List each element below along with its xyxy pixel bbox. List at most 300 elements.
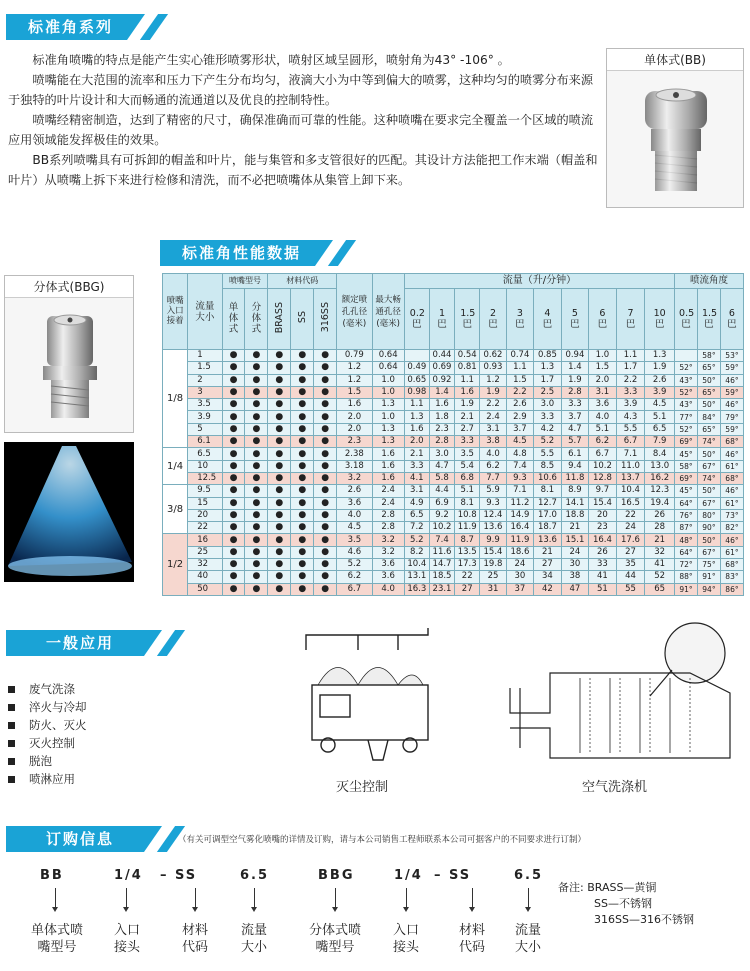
flow-cell: 26 bbox=[589, 546, 617, 558]
dot-cell: ● bbox=[314, 460, 337, 472]
flow-cell: 2.6 bbox=[506, 399, 534, 411]
flow-cell: 4.7 bbox=[561, 423, 589, 435]
inlet-cell: 3/8 bbox=[163, 485, 188, 534]
dot-cell: ● bbox=[222, 362, 245, 374]
flow-cell: 9.2 bbox=[429, 509, 454, 521]
angle-cell: 45° bbox=[675, 485, 698, 497]
passage-cell: 0.64 bbox=[372, 362, 404, 374]
dot-cell: ● bbox=[268, 423, 291, 435]
dot-cell: ● bbox=[245, 546, 268, 558]
passage-cell: 1.3 bbox=[372, 399, 404, 411]
dot-cell: ● bbox=[245, 448, 268, 460]
arrow-icon bbox=[528, 888, 529, 910]
angle-cell: 58° bbox=[697, 350, 720, 362]
flow-cell: 2.9 bbox=[506, 411, 534, 423]
dot-cell: ● bbox=[245, 460, 268, 472]
flow-cell: 0.65 bbox=[404, 374, 429, 386]
intro-p4: BB系列喷嘴具有可拆卸的帽盖和叶片，能与集管和多支管很好的匹配。其设计方法能把工作末端（帽盖和叶片）从喷嘴上拆下来进行检修和清洗，而不必把喷嘴体从集管上卸下来。 bbox=[8, 153, 598, 187]
angle-cell: 61° bbox=[720, 546, 743, 558]
flow-cell: 23 bbox=[589, 522, 617, 534]
flow-cell: 37 bbox=[506, 583, 534, 595]
size-cell: 16 bbox=[188, 534, 222, 546]
flow-cell: 0.69 bbox=[429, 362, 454, 374]
angle-cell: 82° bbox=[720, 522, 743, 534]
th-brass: BRASS bbox=[268, 288, 291, 349]
angle-cell: 65° bbox=[697, 362, 720, 374]
dot-cell: ● bbox=[268, 386, 291, 398]
table-row bbox=[163, 399, 744, 411]
dot-cell: ● bbox=[314, 571, 337, 583]
flow-cell: 51 bbox=[589, 583, 617, 595]
flow-cell: 3.3 bbox=[404, 460, 429, 472]
apps-title: 一般应用 bbox=[6, 630, 144, 656]
table-row bbox=[163, 583, 744, 595]
th-material: 材料代码 bbox=[268, 274, 337, 289]
order-code-left-size: 6.5 bbox=[240, 868, 270, 883]
th-p1: 1 巴 bbox=[429, 288, 454, 349]
flow-cell: 10.6 bbox=[534, 472, 562, 484]
flow-cell: 3.8 bbox=[480, 436, 506, 448]
flow-cell: 1.8 bbox=[429, 411, 454, 423]
angle-cell: 46° bbox=[720, 374, 743, 386]
flow-cell: 1.6 bbox=[429, 399, 454, 411]
dot-cell: ● bbox=[222, 411, 245, 423]
orifice-cell: 4.6 bbox=[337, 546, 373, 558]
angle-cell: 61° bbox=[720, 460, 743, 472]
flow-cell: 1.1 bbox=[455, 374, 480, 386]
dot-cell: ● bbox=[222, 386, 245, 398]
order-label-left-material: 材料代码 bbox=[181, 923, 208, 955]
flow-cell: 26 bbox=[645, 509, 675, 521]
flow-cell: 4.0 bbox=[589, 411, 617, 423]
dot-cell: ● bbox=[291, 546, 314, 558]
flow-cell: 5.8 bbox=[429, 472, 454, 484]
order-remark bbox=[558, 880, 694, 928]
flow-cell: 19.8 bbox=[480, 559, 506, 571]
flow-cell: 1.7 bbox=[534, 374, 562, 386]
perf-title: 标准角性能数据 bbox=[160, 240, 315, 266]
flow-cell: 17.6 bbox=[616, 534, 645, 546]
flow-cell: 34 bbox=[534, 571, 562, 583]
angle-cell: 74° bbox=[697, 472, 720, 484]
flow-cell: 6.2 bbox=[480, 460, 506, 472]
flow-cell: 42 bbox=[534, 583, 562, 595]
spray-photo bbox=[4, 442, 134, 582]
app-item: 废气洗涤 bbox=[8, 680, 87, 698]
dot-cell: ● bbox=[291, 472, 314, 484]
dot-cell: ● bbox=[291, 399, 314, 411]
flow-cell: 15.1 bbox=[561, 534, 589, 546]
angle-cell: 65° bbox=[697, 386, 720, 398]
dot-cell: ● bbox=[268, 546, 291, 558]
flow-cell: 2.7 bbox=[455, 423, 480, 435]
flow-cell: 2.2 bbox=[480, 399, 506, 411]
orifice-cell: 1.6 bbox=[337, 399, 373, 411]
remark-brass: 备注: BRASS—黄铜 bbox=[558, 881, 657, 894]
dot-cell: ● bbox=[222, 350, 245, 362]
orifice-cell: 3.2 bbox=[337, 472, 373, 484]
dot-cell: ● bbox=[314, 509, 337, 521]
flow-cell: 41 bbox=[589, 571, 617, 583]
order-note: （有关可调型空气雾化喷嘴的详情及订购，请与本公司销售工程师联系本公司可据客户的不同要求进行订制） bbox=[178, 835, 587, 845]
angle-cell: 46° bbox=[720, 399, 743, 411]
passage-cell: 2.8 bbox=[372, 522, 404, 534]
dot-cell: ● bbox=[291, 448, 314, 460]
th-inlet: 喷嘴入口接着 bbox=[163, 274, 188, 350]
flow-cell: 10.4 bbox=[616, 485, 645, 497]
flow-cell: 6.9 bbox=[429, 497, 454, 509]
table-row bbox=[163, 423, 744, 435]
flow-cell: 13.7 bbox=[616, 472, 645, 484]
dot-cell: ● bbox=[245, 485, 268, 497]
flow-cell: 14.7 bbox=[429, 559, 454, 571]
flow-cell: 1.6 bbox=[455, 386, 480, 398]
angle-cell: 91° bbox=[697, 571, 720, 583]
size-cell: 12.5 bbox=[188, 472, 222, 484]
dot-cell: ● bbox=[222, 436, 245, 448]
flow-cell: 12.8 bbox=[589, 472, 617, 484]
dot-cell: ● bbox=[314, 350, 337, 362]
th-p9: 10 巴 bbox=[645, 288, 675, 349]
flow-cell: 21 bbox=[534, 546, 562, 558]
angle-cell: 52° bbox=[675, 386, 698, 398]
dot-cell: ● bbox=[245, 472, 268, 484]
size-cell: 2 bbox=[188, 374, 222, 386]
bullet-icon bbox=[8, 704, 15, 711]
dot-cell: ● bbox=[268, 448, 291, 460]
flow-cell: 16.5 bbox=[616, 497, 645, 509]
dot-cell: ● bbox=[268, 534, 291, 546]
flow-cell: 28 bbox=[645, 522, 675, 534]
size-cell: 3.5 bbox=[188, 399, 222, 411]
orifice-cell: 2.0 bbox=[337, 411, 373, 423]
passage-cell: 1.0 bbox=[372, 374, 404, 386]
orifice-cell: 3.5 bbox=[337, 534, 373, 546]
size-cell: 6.1 bbox=[188, 436, 222, 448]
flow-cell: 18.8 bbox=[561, 509, 589, 521]
order-label-right-material: 材料代码 bbox=[458, 923, 485, 955]
flow-cell: 3.3 bbox=[616, 386, 645, 398]
angle-cell: 79° bbox=[720, 411, 743, 423]
angle-cell: 76° bbox=[675, 509, 698, 521]
flow-cell: 0.49 bbox=[404, 362, 429, 374]
flow-cell: 5.1 bbox=[589, 423, 617, 435]
angle-cell: 46° bbox=[720, 534, 743, 546]
size-cell: 5 bbox=[188, 423, 222, 435]
flow-cell: 0.98 bbox=[404, 386, 429, 398]
flow-cell: 2.4 bbox=[480, 411, 506, 423]
flow-cell: 11.9 bbox=[506, 534, 534, 546]
flow-cell: 2.0 bbox=[589, 374, 617, 386]
intro-p1: 标准角喷嘴的特点是能产生实心锥形喷雾形状，喷射区域呈圆形，喷射角为43° -106° 。 bbox=[32, 53, 510, 67]
flow-cell: 7.4 bbox=[429, 534, 454, 546]
flow-cell: 38 bbox=[561, 571, 589, 583]
angle-cell: 50° bbox=[697, 399, 720, 411]
dot-cell: ● bbox=[291, 583, 314, 595]
flow-cell: 6.5 bbox=[404, 509, 429, 521]
table-row bbox=[163, 546, 744, 558]
passage-cell: 2.4 bbox=[372, 497, 404, 509]
angle-cell: 75° bbox=[697, 559, 720, 571]
angle-cell: 59° bbox=[720, 362, 743, 374]
flow-cell: 41 bbox=[645, 559, 675, 571]
passage-cell: 1.3 bbox=[372, 436, 404, 448]
passage-cell: 3.6 bbox=[372, 571, 404, 583]
table-row bbox=[163, 374, 744, 386]
bullet-icon bbox=[8, 740, 15, 747]
dot-cell: ● bbox=[314, 411, 337, 423]
dot-cell: ● bbox=[245, 386, 268, 398]
th-single: 单体式 bbox=[222, 288, 245, 349]
arrow-icon bbox=[195, 888, 196, 910]
angle-cell: 68° bbox=[720, 472, 743, 484]
passage-cell: 2.4 bbox=[372, 485, 404, 497]
flow-cell: 10.2 bbox=[429, 522, 454, 534]
angle-cell: 68° bbox=[720, 436, 743, 448]
flow-cell: 52 bbox=[645, 571, 675, 583]
flow-cell: 47 bbox=[561, 583, 589, 595]
flow-cell: 6.5 bbox=[645, 423, 675, 435]
flow-cell: 2.3 bbox=[429, 423, 454, 435]
flow-cell: 1.1 bbox=[404, 399, 429, 411]
flow-cell: 18.5 bbox=[429, 571, 454, 583]
th-flow: 流量（升/分钟） bbox=[404, 274, 674, 289]
flow-cell: 3.9 bbox=[645, 386, 675, 398]
dot-cell: ● bbox=[245, 534, 268, 546]
flow-cell: 10.2 bbox=[589, 460, 617, 472]
inlet-cell: 1/8 bbox=[163, 350, 188, 448]
order-code-right-size: 6.5 bbox=[514, 868, 544, 883]
dot-cell: ● bbox=[268, 559, 291, 571]
order-label-left-model: 单体式喷嘴型号 bbox=[30, 923, 83, 955]
flow-cell: 1.5 bbox=[589, 362, 617, 374]
dot-cell: ● bbox=[268, 509, 291, 521]
dot-cell: ● bbox=[314, 472, 337, 484]
flow-cell: 16.4 bbox=[589, 534, 617, 546]
orifice-cell: 2.38 bbox=[337, 448, 373, 460]
angle-cell: 87° bbox=[675, 522, 698, 534]
flow-cell: 8.1 bbox=[455, 497, 480, 509]
inlet-cell: 1/4 bbox=[163, 448, 188, 485]
th-p0: 0.2 巴 bbox=[404, 288, 429, 349]
angle-cell: 77° bbox=[675, 411, 698, 423]
flow-cell: 20 bbox=[589, 509, 617, 521]
order-code-right-model: BBG bbox=[318, 868, 355, 883]
app-item: 灭火控制 bbox=[8, 734, 87, 752]
flow-cell: 9.3 bbox=[506, 472, 534, 484]
flow-cell: 0.85 bbox=[534, 350, 562, 362]
intro-p3: 喷嘴经精密制造，达到了精密的尺寸，确保准确而可靠的性能。这种喷嘴在要求完全覆盖一个区域的喷流应用领域能发挥极佳的效果。 bbox=[8, 113, 594, 147]
th-p6: 5 巴 bbox=[561, 288, 589, 349]
orifice-cell: 4.5 bbox=[337, 522, 373, 534]
table-row bbox=[163, 411, 744, 423]
size-cell: 22 bbox=[188, 522, 222, 534]
flow-cell: 22 bbox=[455, 571, 480, 583]
flow-cell: 9.3 bbox=[480, 497, 506, 509]
orifice-cell: 2.6 bbox=[337, 485, 373, 497]
dot-cell: ● bbox=[222, 571, 245, 583]
flow-cell: 0.54 bbox=[455, 350, 480, 362]
product-bbg bbox=[4, 275, 134, 433]
table-row bbox=[163, 522, 744, 534]
dot-cell: ● bbox=[268, 436, 291, 448]
table-row bbox=[163, 472, 744, 484]
flow-cell: 7.1 bbox=[506, 485, 534, 497]
dot-cell: ● bbox=[268, 472, 291, 484]
order-label-right-inlet: 入口接头 bbox=[392, 923, 419, 955]
th-orifice: 额定喷孔孔径(毫米) bbox=[337, 274, 373, 350]
dot-cell: ● bbox=[222, 423, 245, 435]
dot-cell: ● bbox=[268, 460, 291, 472]
angle-cell: 68° bbox=[720, 559, 743, 571]
angle-cell: 46° bbox=[720, 448, 743, 460]
flow-cell: 3.0 bbox=[429, 448, 454, 460]
order-code-left-model: BB bbox=[40, 868, 64, 883]
dot-cell: ● bbox=[222, 522, 245, 534]
flow-cell: 24 bbox=[561, 546, 589, 558]
passage-cell: 1.3 bbox=[372, 423, 404, 435]
dot-cell: ● bbox=[245, 559, 268, 571]
flow-cell: 31 bbox=[480, 583, 506, 595]
flow-cell: 23.1 bbox=[429, 583, 454, 595]
bbg-nozzle-image bbox=[35, 310, 105, 426]
flow-cell: 12.7 bbox=[534, 497, 562, 509]
dot-cell: ● bbox=[291, 522, 314, 534]
flow-cell: 4.7 bbox=[429, 460, 454, 472]
flow-cell: 3.7 bbox=[561, 411, 589, 423]
order-label-right-model: 分体式喷嘴型号 bbox=[308, 923, 361, 955]
flow-cell: 30 bbox=[561, 559, 589, 571]
th-p8: 7 巴 bbox=[616, 288, 645, 349]
dot-cell: ● bbox=[245, 399, 268, 411]
dot-cell: ● bbox=[222, 374, 245, 386]
flow-cell: 1.3 bbox=[645, 350, 675, 362]
dot-cell: ● bbox=[268, 411, 291, 423]
dot-cell: ● bbox=[291, 423, 314, 435]
flow-cell: 27 bbox=[534, 559, 562, 571]
flow-cell: 13.5 bbox=[455, 546, 480, 558]
dot-cell: ● bbox=[314, 485, 337, 497]
flow-cell: 3.7 bbox=[506, 423, 534, 435]
size-cell: 9.5 bbox=[188, 485, 222, 497]
dot-cell: ● bbox=[314, 436, 337, 448]
dot-cell: ● bbox=[222, 399, 245, 411]
angle-cell: 59° bbox=[720, 386, 743, 398]
flow-cell: 8.2 bbox=[404, 546, 429, 558]
order-header bbox=[6, 826, 176, 852]
flow-cell: 21 bbox=[645, 534, 675, 546]
app-item: 淬火与冷却 bbox=[8, 698, 87, 716]
flow-cell: 65 bbox=[645, 583, 675, 595]
flow-cell: 17.3 bbox=[455, 559, 480, 571]
flow-cell: 18.7 bbox=[534, 522, 562, 534]
order-title: 订购信息 bbox=[6, 826, 144, 852]
dot-cell: ● bbox=[268, 583, 291, 595]
order-code-right-inlet: 1/4 bbox=[394, 868, 423, 883]
angle-cell: 50° bbox=[697, 485, 720, 497]
flow-cell: 0.94 bbox=[561, 350, 589, 362]
flow-cell: 5.1 bbox=[455, 485, 480, 497]
flow-cell: 3.0 bbox=[534, 399, 562, 411]
flow-cell: 13.0 bbox=[645, 460, 675, 472]
dot-cell: ● bbox=[222, 509, 245, 521]
flow-cell: 5.5 bbox=[534, 448, 562, 460]
order-code-left-inlet: 1/4 bbox=[114, 868, 143, 883]
angle-cell: 50° bbox=[697, 448, 720, 460]
flow-cell: 4.8 bbox=[506, 448, 534, 460]
flow-cell: 4.9 bbox=[404, 497, 429, 509]
passage-cell: 3.2 bbox=[372, 534, 404, 546]
fig-dust-caption: 灭尘控制 bbox=[336, 780, 389, 795]
flow-cell: 8.7 bbox=[455, 534, 480, 546]
dot-cell: ● bbox=[314, 423, 337, 435]
flow-cell: 8.9 bbox=[561, 485, 589, 497]
remark-316ss: 316SS—316不锈钢 bbox=[594, 913, 694, 926]
angle-cell: 45° bbox=[675, 448, 698, 460]
passage-cell: 1.0 bbox=[372, 386, 404, 398]
dot-cell: ● bbox=[222, 472, 245, 484]
app-item: 防火、灭火 bbox=[8, 716, 87, 734]
dot-cell: ● bbox=[222, 583, 245, 595]
dot-cell: ● bbox=[245, 571, 268, 583]
flow-cell: 24 bbox=[506, 559, 534, 571]
angle-cell: 50° bbox=[697, 534, 720, 546]
air-scrubber-drawing bbox=[490, 618, 745, 768]
table-row bbox=[163, 534, 744, 546]
series-title: 标准角系列 bbox=[6, 14, 127, 40]
orifice-cell: 1.2 bbox=[337, 374, 373, 386]
th-p3: 2 巴 bbox=[480, 288, 506, 349]
dot-cell: ● bbox=[291, 436, 314, 448]
flow-cell: 14.9 bbox=[506, 509, 534, 521]
angle-cell: 88° bbox=[675, 571, 698, 583]
bullet-icon bbox=[8, 686, 15, 693]
dot-cell: ● bbox=[245, 583, 268, 595]
dot-cell: ● bbox=[291, 460, 314, 472]
dot-cell: ● bbox=[291, 559, 314, 571]
dot-cell: ● bbox=[245, 350, 268, 362]
th-p2: 1.5 巴 bbox=[455, 288, 480, 349]
orifice-cell: 0.79 bbox=[337, 350, 373, 362]
flow-cell: 27 bbox=[455, 583, 480, 595]
th-a1: 1.5 巴 bbox=[697, 288, 720, 349]
dot-cell: ● bbox=[291, 411, 314, 423]
flow-cell: 1.2 bbox=[480, 374, 506, 386]
flow-cell: 1.3 bbox=[404, 411, 429, 423]
flow-cell: 7.7 bbox=[480, 472, 506, 484]
product-bb bbox=[606, 48, 744, 208]
flow-cell: 19.4 bbox=[645, 497, 675, 509]
order-code-left-material: – SS bbox=[160, 868, 198, 883]
angle-cell: 84° bbox=[697, 411, 720, 423]
flow-cell: 15.4 bbox=[589, 497, 617, 509]
orifice-cell: 3.18 bbox=[337, 460, 373, 472]
order-label-right-size: 流量大小 bbox=[514, 923, 541, 955]
size-cell: 1 bbox=[188, 350, 222, 362]
angle-cell: 52° bbox=[675, 423, 698, 435]
passage-cell: 1.6 bbox=[372, 460, 404, 472]
dot-cell: ● bbox=[245, 509, 268, 521]
flow-cell: 11.6 bbox=[429, 546, 454, 558]
dot-cell: ● bbox=[222, 460, 245, 472]
dot-cell: ● bbox=[314, 583, 337, 595]
size-cell: 50 bbox=[188, 583, 222, 595]
angle-cell: 46° bbox=[720, 485, 743, 497]
orifice-cell: 4.0 bbox=[337, 509, 373, 521]
angle-cell: 48° bbox=[675, 534, 698, 546]
flow-cell: 2.8 bbox=[561, 386, 589, 398]
arrow-icon bbox=[406, 888, 407, 910]
